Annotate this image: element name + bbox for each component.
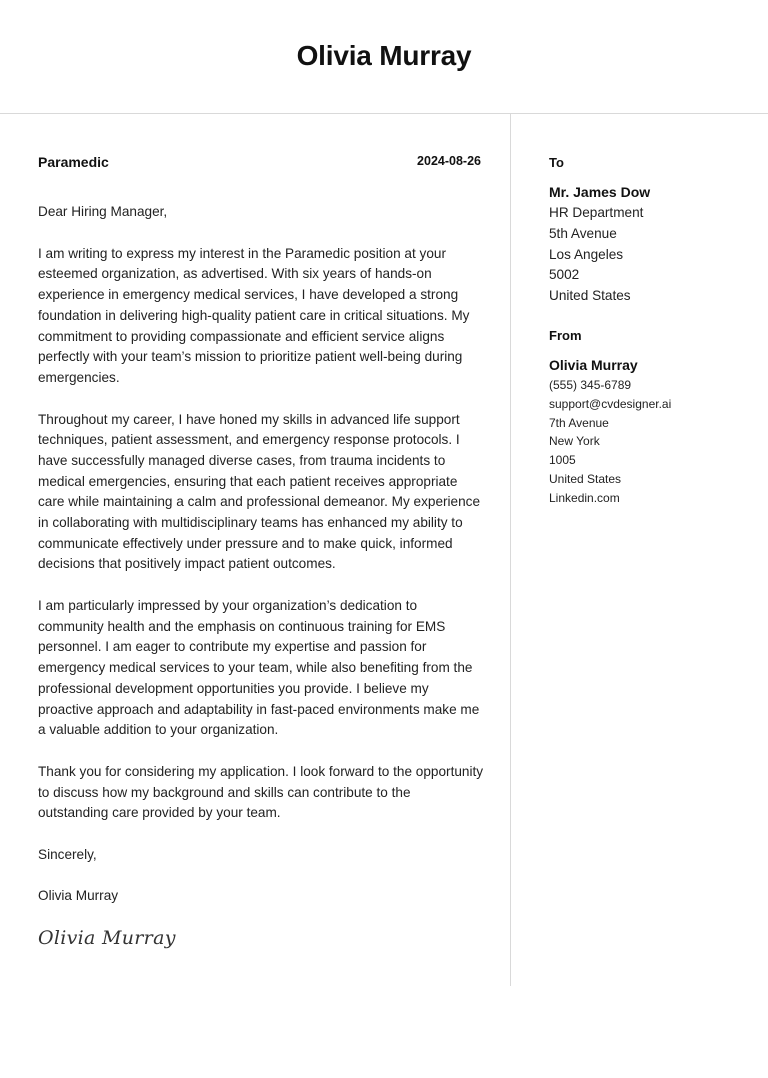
paragraph: Throughout my career, I have honed my skills in advanced life support techniques, patient assessment, and emergency response protocols. I have successfully managed diverse cases, from trauma incidents to medical emergencies, ensuring that each patient receives appropriate care while maintaining a calm and professional demeanor. My experience in collaborating with multidisciplinary teams has enhanced my ability to communicate effectively under pressure and to make quick, informed decisions that positively impact patient outcomes. (38, 411, 481, 572)
closing: Sincerely, (38, 846, 97, 862)
letter-header (0, 0, 768, 114)
sender-phone: (555) 345-6789 (549, 378, 632, 392)
closing-name: Olivia Murray (38, 888, 119, 904)
recipient-postcode: 5002 (549, 267, 580, 283)
sender-country: United States (549, 471, 622, 486)
sender-postcode: 1005 (549, 453, 576, 468)
applicant-name: Olivia Murray (296, 40, 472, 71)
recipient-department: HR Department (549, 205, 644, 220)
job-position: Paramedic (38, 154, 109, 170)
recipient-city: Los Angeles (549, 246, 624, 262)
recipient-address (549, 203, 643, 307)
signature: Olivia Murray (38, 927, 176, 950)
paragraph: I am particularly impressed by your organization’s dedication to community health and the emphasis on continuous training for EMS personnel. I am eager to contribute my expertise and passion for emergency medical services to your team, while also benefiting from the professional development opportunities you provide. I believe my proactive approach and adaptability in fast-paced environments make me a valuable addition to your organization. (38, 598, 480, 738)
letter-meta (38, 154, 481, 174)
greeting: Dear Hiring Manager, (38, 204, 168, 219)
recipient-country: United States (549, 288, 631, 304)
recipient-label: To (549, 155, 564, 170)
letter-date: 2024-08-26 (417, 154, 481, 168)
sender-email: support@cvdesigner.ai (549, 396, 672, 411)
recipient-street: 5th Avenue (549, 225, 617, 241)
sender-label: From (549, 328, 582, 343)
paragraph: Thank you for considering my application. I look forward to the opportunity to discuss how my background and skills can contribute to the outstanding care provided by your team. (38, 763, 484, 821)
paragraph: I am writing to express my interest in the Paramedic position at your esteemed organization, as advertised. With six years of hands-on experience in emergency medical services, I have developed a strong foundation in delivering high-quality patient care in critical situations. My commitment to providing compassionate and efficient service aligns perfectly with your team’s mission to prioritize patient well-being during emergencies. (38, 245, 470, 385)
sender-contact (549, 376, 671, 508)
recipient-name: Mr. James Dow (549, 184, 651, 200)
sender-name: Olivia Murray (549, 357, 638, 373)
sender-city: New York (549, 434, 600, 449)
sender-street: 7th Avenue (549, 415, 609, 430)
sender-website: Linkedin.com (549, 490, 620, 505)
letter-text (38, 202, 484, 949)
column-divider (510, 114, 511, 986)
